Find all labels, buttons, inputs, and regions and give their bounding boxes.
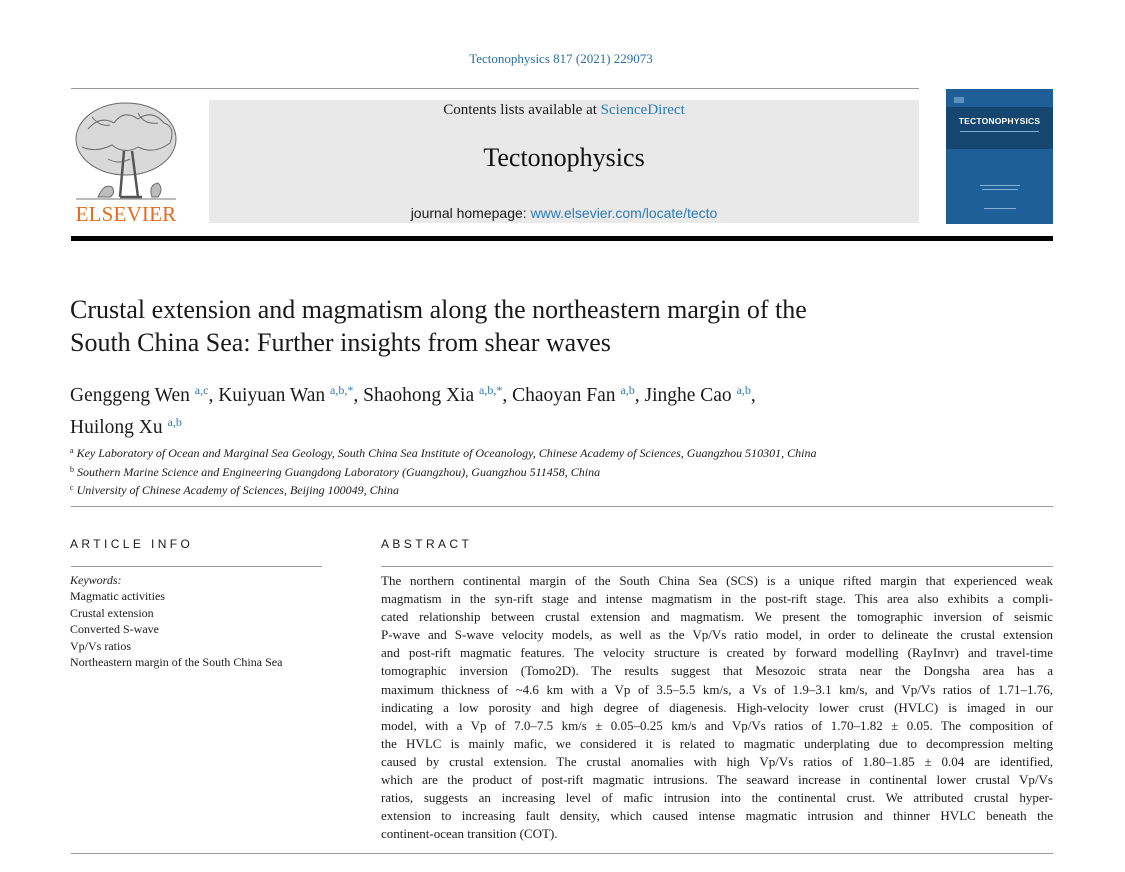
abstract-line: indicating a low porosity and high degree of diagenesis. High-velocity lower crust (HVLC) is imaged in our bbox=[381, 699, 1053, 715]
cover-corner-mark bbox=[954, 97, 964, 103]
sciencedirect-link[interactable]: ScienceDirect bbox=[600, 102, 685, 118]
abstract-line: and post-rift magmatic features. The velocity structure is created by forward modelling (RayInvr) and travel-time bbox=[381, 645, 1053, 661]
abstract-heading: ABSTRACT bbox=[381, 537, 473, 551]
author-name[interactable]: Genggeng Wen bbox=[70, 385, 190, 406]
affiliation-label: a bbox=[70, 446, 74, 455]
journal-title: Tectonophysics bbox=[483, 143, 645, 172]
affiliation-label: c bbox=[70, 483, 74, 492]
abstract-line: magmatism in the syn-rift stage and intense magmatism in the post-rift stage. This area also exhibits a compli- bbox=[381, 591, 1053, 607]
homepage-prefix: journal homepage: bbox=[410, 205, 527, 221]
abstract-line: continent-ocean transition (COT). bbox=[381, 826, 558, 842]
affiliations bbox=[70, 443, 1050, 499]
header-thick-rule bbox=[71, 236, 1053, 241]
author-affiliation-marks[interactable]: a,b,* bbox=[479, 383, 503, 397]
article-title-line-1: Crustal extension and magmatism along the northeastern margin of the bbox=[70, 295, 807, 324]
cover-text-line bbox=[982, 189, 1018, 190]
contents-prefix: Contents lists available at bbox=[443, 102, 597, 118]
keyword-item: Magmatic activities bbox=[70, 589, 165, 604]
keyword-item: Converted S-wave bbox=[70, 622, 159, 637]
author-affiliation-marks[interactable]: a,b bbox=[620, 383, 635, 397]
keywords-label: Keywords: bbox=[70, 573, 122, 587]
cover-text-line bbox=[984, 208, 1016, 209]
keyword-item: Crustal extension bbox=[70, 605, 154, 620]
author-name[interactable]: Kuiyuan Wan bbox=[218, 385, 326, 406]
abstract-line: The northern continental margin of the South China Sea (SCS) is a unique rifted margin that experienced weak bbox=[381, 573, 1053, 588]
article-title bbox=[70, 293, 970, 359]
keyword-item: Vp/Vs ratios bbox=[70, 638, 131, 653]
abstract-line: cated relationship between crustal extension and magmatism. We present the tomographic inversion of seismic bbox=[381, 609, 1053, 625]
section-divider bbox=[71, 506, 1053, 507]
author-name[interactable]: Chaoyan Fan bbox=[512, 385, 616, 406]
header-top-rule bbox=[71, 88, 919, 89]
abstract-line: extension to increasing fault density, which caused intense magmatic intrusion and thinner HVLC beneath the bbox=[381, 808, 1053, 824]
affiliation-item bbox=[70, 443, 1050, 462]
abstract-line: model, with a Vp of 7.0–7.5 km/s ± 0.05–0.25 km/s and Vp/Vs ratios of 1.70–1.82 ± 0.05. The composition of bbox=[381, 717, 1053, 733]
author-affiliation-marks[interactable]: a,b bbox=[167, 415, 182, 429]
homepage-link[interactable]: www.elsevier.com/locate/tecto bbox=[530, 205, 718, 221]
journal-masthead bbox=[209, 100, 919, 223]
affiliation-label: b bbox=[70, 464, 74, 474]
abstract-line: caused by crustal extension. The crustal anomalies with high Vp/Vs ratios of 1.80–1.85 ± 0.04 are identified, bbox=[381, 753, 1053, 769]
cover-band bbox=[946, 107, 1053, 149]
affiliation-item bbox=[70, 462, 1050, 481]
keyword-item: Northeastern margin of the South China Sea bbox=[70, 655, 283, 670]
contents-line bbox=[209, 102, 919, 119]
elsevier-logo[interactable] bbox=[68, 99, 184, 227]
bottom-rule bbox=[71, 853, 1053, 854]
author-name[interactable]: Jinghe Cao bbox=[644, 385, 732, 406]
abstract-text bbox=[381, 572, 1053, 843]
author-name[interactable]: Huilong Xu bbox=[70, 417, 163, 438]
cover-title: TECTONOPHYSICS bbox=[958, 116, 1041, 126]
keywords-block bbox=[70, 572, 330, 670]
author-affiliation-marks[interactable]: a,c bbox=[194, 383, 209, 397]
elsevier-tree-icon bbox=[68, 99, 184, 203]
abstract-line: maximum thickness of ~4.6 km with a Vp of 3.5–5.5 km/s, a Vs of 1.9–3.1 km/s, and Vp/Vs ratios of 1.71–1.76, bbox=[381, 681, 1053, 697]
abstract-line: P-wave and S-wave velocity models, as well as the Vp/Vs ratio model, in order to delineate the crustal extension bbox=[381, 627, 1053, 643]
article-info-heading: ARTICLE INFO bbox=[70, 537, 194, 551]
journal-homepage bbox=[209, 205, 919, 221]
affiliation-text: University of Chinese Academy of Sciences, Beijing 100049, China bbox=[76, 483, 399, 497]
publisher-logo-text: ELSEVIER bbox=[75, 202, 177, 226]
article-title-line-2: South China Sea: Further insights from shear waves bbox=[70, 328, 611, 357]
abstract-line: ratios, suggests an increasing level of mafic intrusion into the continental crust. We attributed crustal hyper- bbox=[381, 790, 1053, 806]
affiliation-text: Key Laboratory of Ocean and Marginal Sea Geology, South China Sea Institute of Oceanology, Chinese Academy of Sciences, Guangzhou 510301, China bbox=[76, 446, 817, 460]
author-name[interactable]: Shaohong Xia bbox=[363, 385, 475, 406]
journal-cover-thumbnail[interactable] bbox=[946, 89, 1053, 224]
author-affiliation-marks[interactable]: a,b,* bbox=[330, 383, 354, 397]
abstract-line: the HVLC is mainly mafic, we considered it is related to magmatic underplating due to decompression melting bbox=[381, 735, 1053, 751]
article-info-rule bbox=[71, 566, 322, 567]
cover-subtitle-line bbox=[960, 131, 1039, 132]
journal-reference[interactable]: Tectonophysics 817 (2021) 229073 bbox=[469, 51, 653, 66]
abstract-line: tomographic inversion (Tomo2D). The results suggest that Mesozoic strata near the Dongsha area has a bbox=[381, 663, 1053, 679]
author-list: Genggeng Wen $^{a,c}$, Kuiyuan Wan $^{a,b,*}$, Shaohong Xia $^{a,b,*}$, Chaoyan Fan $^{a,b}$, Jinghe Cao $^{a,b}$, Huilong Xu $^{a,b}$ bbox=[70, 383, 756, 438]
affiliation-item bbox=[70, 480, 1050, 499]
author-affiliation-marks[interactable]: a,b bbox=[736, 383, 751, 397]
affiliation-text: Southern Marine Science and Engineering Guangdong Laboratory (Guangzhou), Guangzhou 511458, China bbox=[77, 464, 601, 479]
abstract-line: which are the product of post-rift magmatic intrusions. The seaward increase in continental lower crustal Vp/Vs bbox=[381, 772, 1053, 788]
cover-text-line bbox=[980, 185, 1020, 186]
abstract-rule bbox=[381, 566, 1053, 567]
